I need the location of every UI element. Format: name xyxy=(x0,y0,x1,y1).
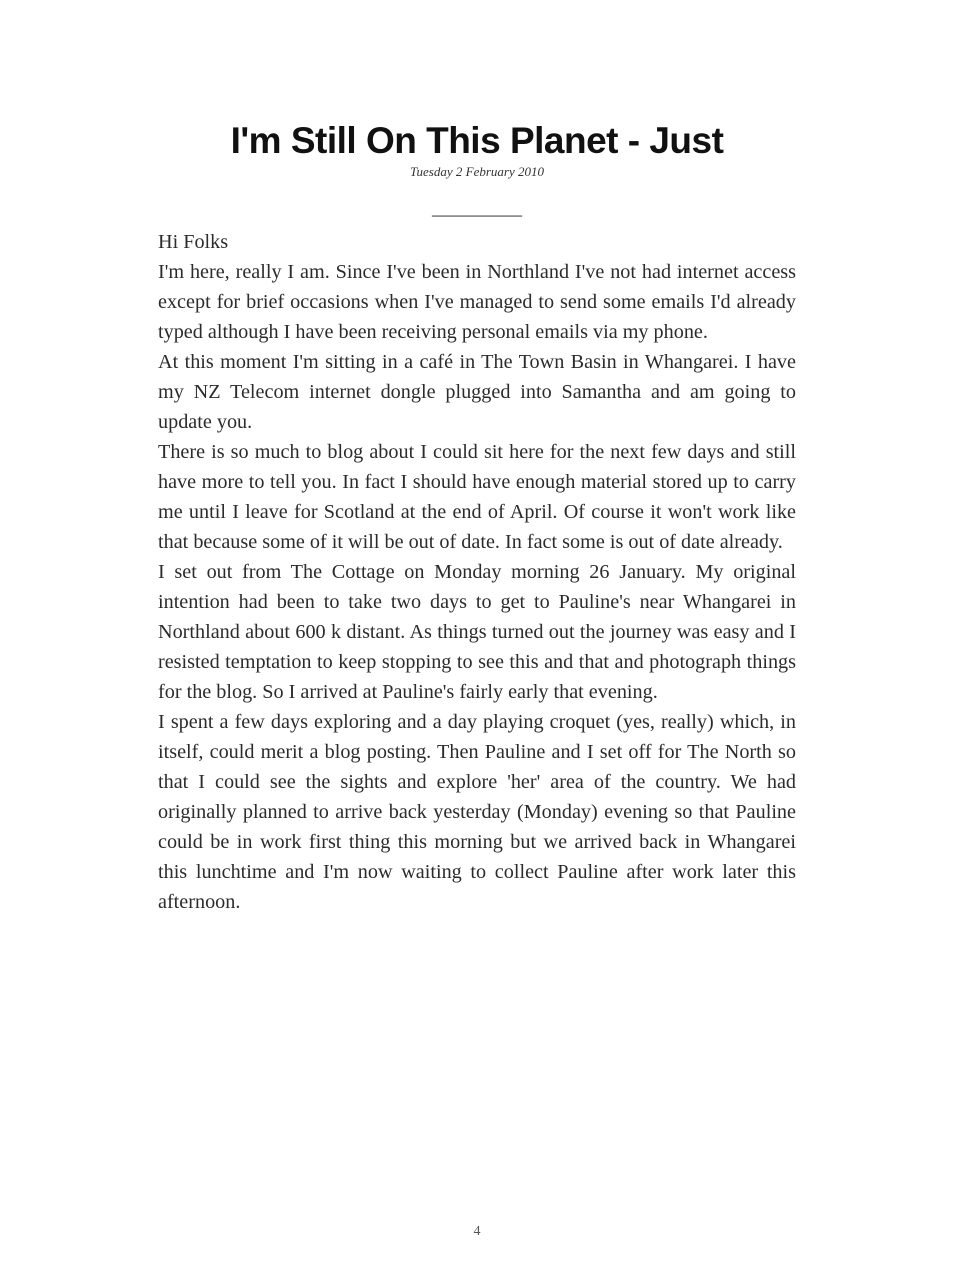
paragraph: There is so much to blog about I could sit here for the next few days and still have more to tell you. In fact I should have enough material stored up to carry me until I leave for Scotland at the end of April. Of course it won't work like that because some of it will be out of date. In fact some is out of date already. xyxy=(158,441,796,553)
paragraph: I'm here, really I am. Since I've been in Northland I've not had internet access except for brief occasions when I've managed to send some emails I'd already typed although I have been receiving personal emails via my phone. xyxy=(158,261,796,343)
paragraph: At this moment I'm sitting in a café in The Town Basin in Whangarei. I have my NZ Telecom internet dongle plugged into Samantha and am going to update you. xyxy=(158,351,796,433)
post-body xyxy=(158,227,796,917)
post-title: I'm Still On This Planet - Just xyxy=(230,120,724,161)
title-divider: __________ xyxy=(432,198,522,218)
greeting: Hi Folks xyxy=(158,231,229,253)
page-number: 4 xyxy=(473,1224,481,1239)
post-date: Tuesday 2 February 2010 xyxy=(410,164,544,179)
paragraph: I set out from The Cottage on Monday morning 26 January. My original intention had been to take two days to get to Pauline's near Whangarei in Northland about 600 k distant. As things turned out the journey was easy and I resisted temptation to keep stopping to see this and that and photograph things for the blog. So I arrived at Pauline's fairly early that evening. xyxy=(158,561,796,703)
paragraph: I spent a few days exploring and a day playing croquet (yes, really) which, in itself, could merit a blog posting. Then Pauline and I set off for The North so that I could see the sights and explore 'her' area of the country. We had originally planned to arrive back yesterday (Monday) evening so that Pauline could be in work first thing this morning but we arrived back in Whangarei this lunchtime and I'm now waiting to collect Pauline after work later this afternoon. xyxy=(158,711,796,913)
